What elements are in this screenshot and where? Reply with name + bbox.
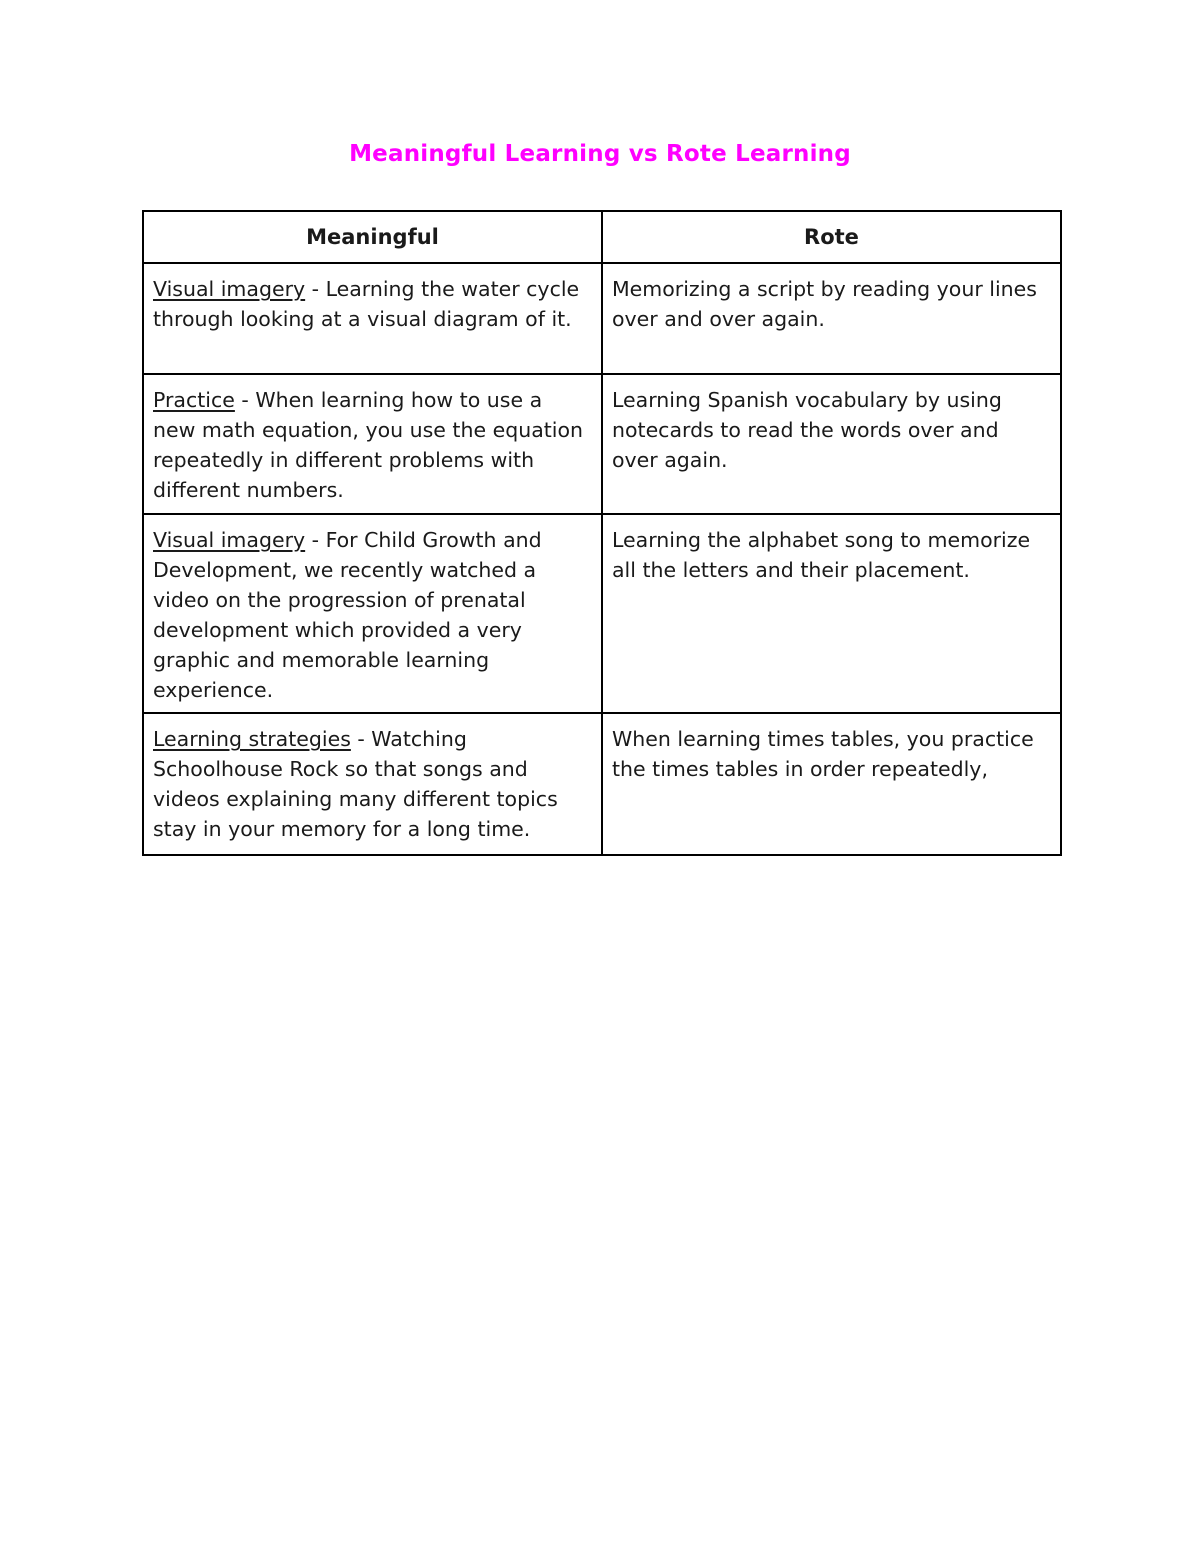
rote-cell: Learning the alphabet song to memorize all the letters and their placement. [602,514,1061,713]
rote-cell: Learning Spanish vocabulary by using notecards to read the words over and over again. [602,374,1061,514]
meaningful-description: - For Child Growth and Development, we recently watched a video on the progression of prenatal development which provided a very graphic and memorable learning experience. [153,528,542,702]
meaningful-term: Visual imagery [153,277,306,301]
column-header-rote: Rote [602,211,1061,263]
meaningful-description: - Watching Schoolhouse Rock so that songs and videos explaining many different topics stay in your memory for a long time. [153,727,558,841]
meaningful-term: Learning strategies [153,727,351,751]
meaningful-description: - When learning how to use a new math equation, you use the equation repeatedly in different problems with different numbers. [153,388,584,502]
table-header-row [143,211,1061,263]
column-header-meaningful: Meaningful [143,211,602,263]
page-title: Meaningful Learning vs Rote Learning [349,141,851,167]
meaningful-cell [143,713,602,855]
meaningful-cell [143,514,602,713]
table-row [143,713,1061,855]
rote-cell: When learning times tables, you practice the times tables in order repeatedly, [602,713,1061,855]
meaningful-cell [143,374,602,514]
meaningful-term: Practice [153,388,235,412]
meaningful-term: Visual imagery [153,528,306,552]
rote-cell: Memorizing a script by reading your lines over and over again. [602,263,1061,374]
table-row [143,514,1061,713]
comparison-table [142,210,1062,856]
table-row [143,374,1061,514]
meaningful-cell [143,263,602,374]
meaningful-description: - Learning the water cycle through looking at a visual diagram of it. [153,277,580,331]
table-row [143,263,1061,374]
